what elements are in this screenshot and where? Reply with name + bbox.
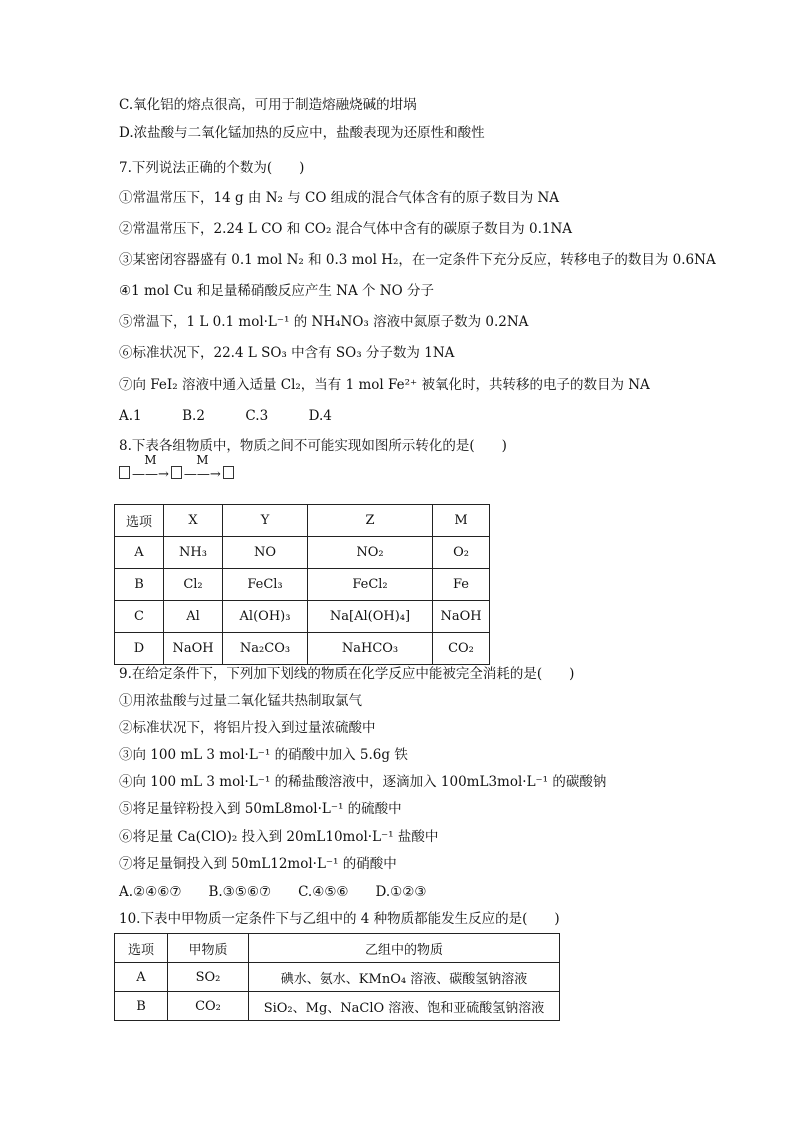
- q7-statement-2: ②常温常压下，2.24 L CO 和 CO₂ 混合气体中含有的碳原子数目为 0.1NA: [119, 221, 573, 237]
- q7-statement-5: ⑤常温下，1 L 0.1 mol·L⁻¹ 的 NH₄NO₃ 溶液中氮原子数为 0.2NA: [119, 314, 529, 330]
- arrow-2: M ——→: [183, 453, 221, 482]
- q7-statement-7: ⑦向 FeI₂ 溶液中通入适量 Cl₂，当有 1 mol Fe²⁺ 被氧化时，共转移的电子的数目为 NA: [119, 377, 650, 393]
- cell: SO₂: [168, 963, 249, 992]
- table-q8: [114, 504, 490, 665]
- question-9-stem: 9.在给定条件下，下列加下划线的物质在化学反应中能被完全消耗的是( ): [119, 666, 575, 682]
- cell: Na₂CO₃: [223, 633, 308, 665]
- q9-statement-3: ③向 100 mL 3 mol·L⁻¹ 的硝酸中加入 5.6g 铁: [119, 747, 408, 763]
- q7-statement-6: ⑥标准状况下，22.4 L SO₃ 中含有 SO₃ 分子数为 1NA: [119, 345, 455, 361]
- y-box: [171, 466, 182, 479]
- cell: CO₂: [168, 992, 249, 1021]
- table-header-row: [115, 934, 560, 963]
- q7-statement-4: ④1 mol Cu 和足量稀硝酸反应产生 NA 个 NO 分子: [119, 283, 434, 299]
- cell: A: [115, 963, 168, 992]
- cell: O₂: [433, 537, 490, 569]
- q9-options: A.②④⑥⑦ B.③⑤⑥⑦ C.④⑤⑥ D.①②③: [119, 884, 427, 900]
- q9-statement-5: ⑤将足量锌粉投入到 50mL8mol·L⁻¹ 的硫酸中: [119, 801, 402, 817]
- header-option: 选项: [115, 505, 164, 537]
- q9-statement-4: ④向 100 mL 3 mol·L⁻¹ 的稀盐酸溶液中，逐滴加入 100mL3mol·L⁻¹ 的碳酸钠: [119, 774, 607, 790]
- header-yi: 乙组中的物质: [249, 934, 560, 963]
- cell: D: [115, 633, 164, 665]
- cell: SiO₂、Mg、NaClO 溶液、饱和亚硫酸氢钠溶液: [249, 992, 560, 1021]
- table-row: [115, 537, 490, 569]
- table-q10: [114, 933, 560, 1021]
- cell: Al(OH)₃: [223, 601, 308, 633]
- header-jia: 甲物质: [168, 934, 249, 963]
- z-box: [223, 466, 234, 479]
- cell: B: [115, 569, 164, 601]
- cell: Na[Al(OH)₄]: [308, 601, 433, 633]
- header-z: Z: [308, 505, 433, 537]
- cell: NaOH: [433, 601, 490, 633]
- question-7-stem: 7.下列说法正确的个数为( ): [119, 160, 305, 176]
- q7-statement-1: ①常温常压下，14 g 由 N₂ 与 CO 组成的混合气体含有的原子数目为 NA: [119, 190, 560, 206]
- cell: FeCl₃: [223, 569, 308, 601]
- cell: NaHCO₃: [308, 633, 433, 665]
- table-row: [115, 633, 490, 665]
- q7-statement-3: ③某密闭容器盛有 0.1 mol N₂ 和 0.3 mol H₂，在一定条件下充分反应，转移电子的数目为 0.6NA: [119, 252, 716, 268]
- reagent-m-label-2: M: [196, 453, 209, 467]
- q9-statement-6: ⑥将足量 Ca(ClO)₂ 投入到 20mL10mol·L⁻¹ 盐酸中: [119, 829, 439, 845]
- q9-statement-7: ⑦将足量铜投入到 50mL12mol·L⁻¹ 的硝酸中: [119, 856, 397, 872]
- option-c-text: C.氧化铝的熔点很高，可用于制造熔融烧碱的坩埚: [119, 97, 417, 113]
- cell: C: [115, 601, 164, 633]
- table-row: [115, 992, 560, 1021]
- table-header-row: [115, 505, 490, 537]
- q7-options: A.1 B.2 C.3 D.4: [119, 408, 332, 424]
- conversion-scheme: [119, 453, 234, 482]
- cell: B: [115, 992, 168, 1021]
- header-m: M: [433, 505, 490, 537]
- cell: NaOH: [164, 633, 223, 665]
- q9-statement-2: ②标准状况下，将铝片投入到过量浓硫酸中: [119, 720, 376, 736]
- header-option: 选项: [115, 934, 168, 963]
- cell: NO₂: [308, 537, 433, 569]
- x-box: [119, 466, 130, 479]
- cell: Cl₂: [164, 569, 223, 601]
- cell: Al: [164, 601, 223, 633]
- question-10-stem: 10.下表中甲物质一定条件下与乙组中的 4 种物质都能发生反应的是( ): [119, 911, 560, 927]
- cell: A: [115, 537, 164, 569]
- header-y: Y: [223, 505, 308, 537]
- table-row: [115, 963, 560, 992]
- arrow-1: M ——→: [132, 453, 169, 482]
- table-row: [115, 601, 490, 633]
- option-d-text: D.浓盐酸与二氧化锰加热的反应中，盐酸表现为还原性和酸性: [119, 125, 485, 141]
- reagent-m-label-1: M: [144, 453, 157, 467]
- table-row: [115, 569, 490, 601]
- question-8-stem: 8.下表各组物质中，物质之间不可能实现如图所示转化的是( ): [119, 438, 507, 454]
- cell: NH₃: [164, 537, 223, 569]
- q9-statement-1: ①用浓盐酸与过量二氧化锰共热制取氯气: [119, 693, 362, 709]
- cell: FeCl₂: [308, 569, 433, 601]
- cell: CO₂: [433, 633, 490, 665]
- cell: NO: [223, 537, 308, 569]
- cell: Fe: [433, 569, 490, 601]
- header-x: X: [164, 505, 223, 537]
- cell: 碘水、氨水、KMnO₄ 溶液、碳酸氢钠溶液: [249, 963, 560, 992]
